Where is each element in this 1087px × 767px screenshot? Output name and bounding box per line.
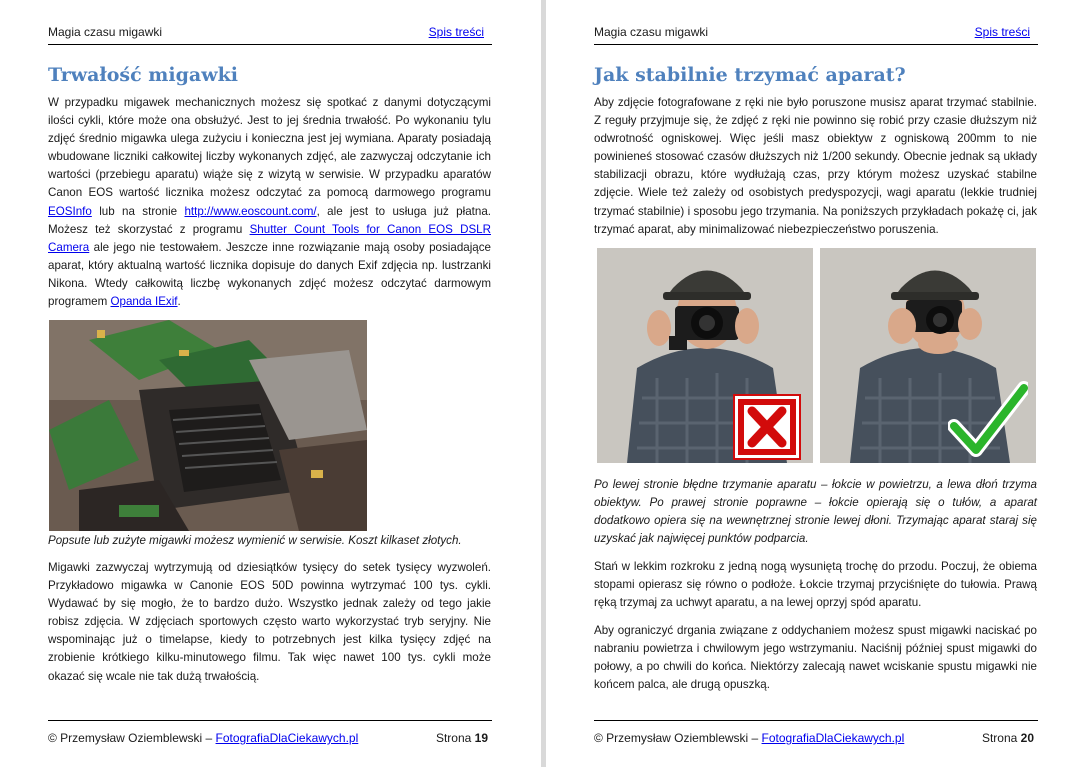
- eoscount-link[interactable]: http://www.eoscount.com/: [184, 204, 317, 218]
- footer-site-link[interactable]: FotografiaDlaCiekawych.pl: [761, 731, 905, 745]
- text-run: , ale jest to usługa już płatna. Możesz też skorzystać z programu: [48, 204, 491, 236]
- section-heading: Trwałość migawki: [48, 64, 238, 86]
- toc-link[interactable]: Spis treści: [974, 25, 1030, 39]
- checkmark-icon: [948, 380, 1028, 460]
- page-footer: [594, 720, 1038, 745]
- correct-grip-photo: [820, 248, 1036, 463]
- page-number: [982, 731, 1034, 745]
- section-heading: Jak stabilnie trzymać aparat?: [594, 64, 906, 86]
- header-title: Magia czasu migawki: [594, 25, 709, 39]
- toc-link[interactable]: Spis treści: [428, 25, 484, 39]
- opanda-iexif-link[interactable]: Opanda IExif: [110, 295, 178, 309]
- eosinfo-link[interactable]: EOSInfo: [48, 204, 92, 218]
- page-number: [436, 731, 488, 745]
- page-header: [594, 25, 1038, 45]
- page-number-value: 19: [474, 731, 488, 745]
- shutter-count-link[interactable]: Shutter Count Tools for Canon EOS DSLR Camera: [48, 222, 491, 254]
- body-paragraph: Aby zdjęcie fotografowane z ręki nie było poruszone musisz aparat trzymać stabilnie. Z reguły przyjmuje się, że zdjęć z ręki nie powinno się robić przy czasie dłuższym niż odwrotność ogniskowej. Więc jeśli masz obiektyw z ogniskową 200mm to nie powinieneś stosować czasów dłuższych niż 1/200 sekundy. Obecnie jednak są układy stabilizacji obrazu, które wydłużają czas, przy którym możesz uzyskać stabilne zdjęcie. Wiele też zależy od osobistych predyspozycji, wagi aparatu (lekkie trudniej trzymać stabilnie) i sposobu jego trzymania. Na poniższych przykładach pokażę ci, jak trzymać aparat, aby minimalizować niebezpieczeństwo poruszenia.: [594, 96, 1037, 236]
- body-paragraph: Migawki zazwyczaj wytrzymują od dziesiątków tysięcy do setek tysięcy wyzwoleń. Przykładowo migawka w Canonie EOS 50D powinna wytrzymać 100 tys. cykli. Wydawać by się mogło, że to bardzo dużo. Wszystko jednak zależy od tego jakie robisz zdjęcia. W zdjęciach sportowych często warto wykorzystać tryb seryjny. Nie wspominając już o timelapse, kiedy to potrzebnych jest kilka tysięcy zdjęć na zrobienie krótkiego kilku-minutowego filmu. Tak więc nawet 100 tys. cykli może okazać się wcale nie tak dużą trwałością.: [48, 561, 491, 683]
- text-run: .: [177, 295, 181, 309]
- page-label: Strona: [435, 731, 475, 745]
- body-paragraph: [48, 94, 491, 311]
- text-run: W przypadku migawek mechanicznych możesz się spotkać z danymi dotyczącymi ilości cykli, które może ona obsłużyć. Jest to jej średnia trwałość. Po wykonaniu tylu zdjęć średnio migawka ulega zużyciu i konieczna jest jej wymiana. Aparaty posiadają wbudowane liczniki całkowitej liczby wykonanych zdjęć, ale zazwyczaj odczytanie ich wartości (przebiegu aparatu) wiąże się z wizytą w serwisie. W przypadku aparatów Canon EOS wartość licznika możesz odczytać za pomocą darmowego programu: [48, 96, 491, 200]
- photo-caption: Popsute lub zużyte migawki możesz wymienić w serwisie. Koszt kilkaset złotych.: [48, 534, 462, 547]
- footer-copyright: [594, 731, 904, 745]
- cross-icon: [735, 396, 799, 458]
- photo-caption: Po lewej stronie błędne trzymanie aparatu – łokcie w powietrzu, a lewa dłoń trzyma obiektyw. Po prawej stronie poprawne – łokcie opierają się o tułów, a aparat dodatkowo opiera się na wewnętrznej stronie lewej dłoni. Trzymając aparat staraj się uzyskać jak najwięcej punktów podparcia.: [594, 478, 1037, 546]
- text-run: lub na stronie: [91, 204, 185, 218]
- left-page: [0, 0, 541, 767]
- footer-copyright: [48, 731, 358, 745]
- body-paragraph: Aby ograniczyć drgania związane z oddychaniem możesz spust migawki naciskać po nabraniu powietrza i chwilowym jego wstrzymaniu. Naciśnij później spust migawki do połowy, a po chwili do końca. Niektórzy zalecają nawet wciskanie spustu migawki nie końcem palca, ale drugą opuszką.: [594, 624, 1037, 692]
- shutter-parts-photo: [49, 320, 367, 531]
- page-footer: [48, 720, 492, 745]
- wrong-grip-photo: [597, 248, 813, 463]
- text-run: ale jego nie testowałem. Jeszcze inne rozwiązanie mają osoby posiadające aparat, który aktualną wartość licznika dopisuje do danych Exif zdjęcia np. lustrzanki Nikona. Wtedy całkowitą liczbę wykonanych zdjęć możesz odczytać darmowym programem: [48, 240, 491, 309]
- footer-site-link[interactable]: FotografiaDlaCiekawych.pl: [215, 731, 359, 745]
- page-number-value: 20: [1020, 731, 1034, 745]
- copyright-text: © Przemysław Oziemblewski –: [48, 731, 216, 745]
- page-label: Strona: [981, 731, 1021, 745]
- header-title: Magia czasu migawki: [48, 25, 163, 39]
- page-header: [48, 25, 492, 45]
- body-paragraph: Stań w lekkim rozkroku z jedną nogą wysuniętą trochę do przodu. Poczuj, że obiema stopami opierasz się równo o podłoże. Łokcie trzymaj przyciśnięte do tułowia. Prawą ręką trzymaj za uchwyt aparatu, a na lewej oprzyj spód aparatu.: [594, 560, 1037, 610]
- copyright-text: © Przemysław Oziemblewski –: [594, 731, 762, 745]
